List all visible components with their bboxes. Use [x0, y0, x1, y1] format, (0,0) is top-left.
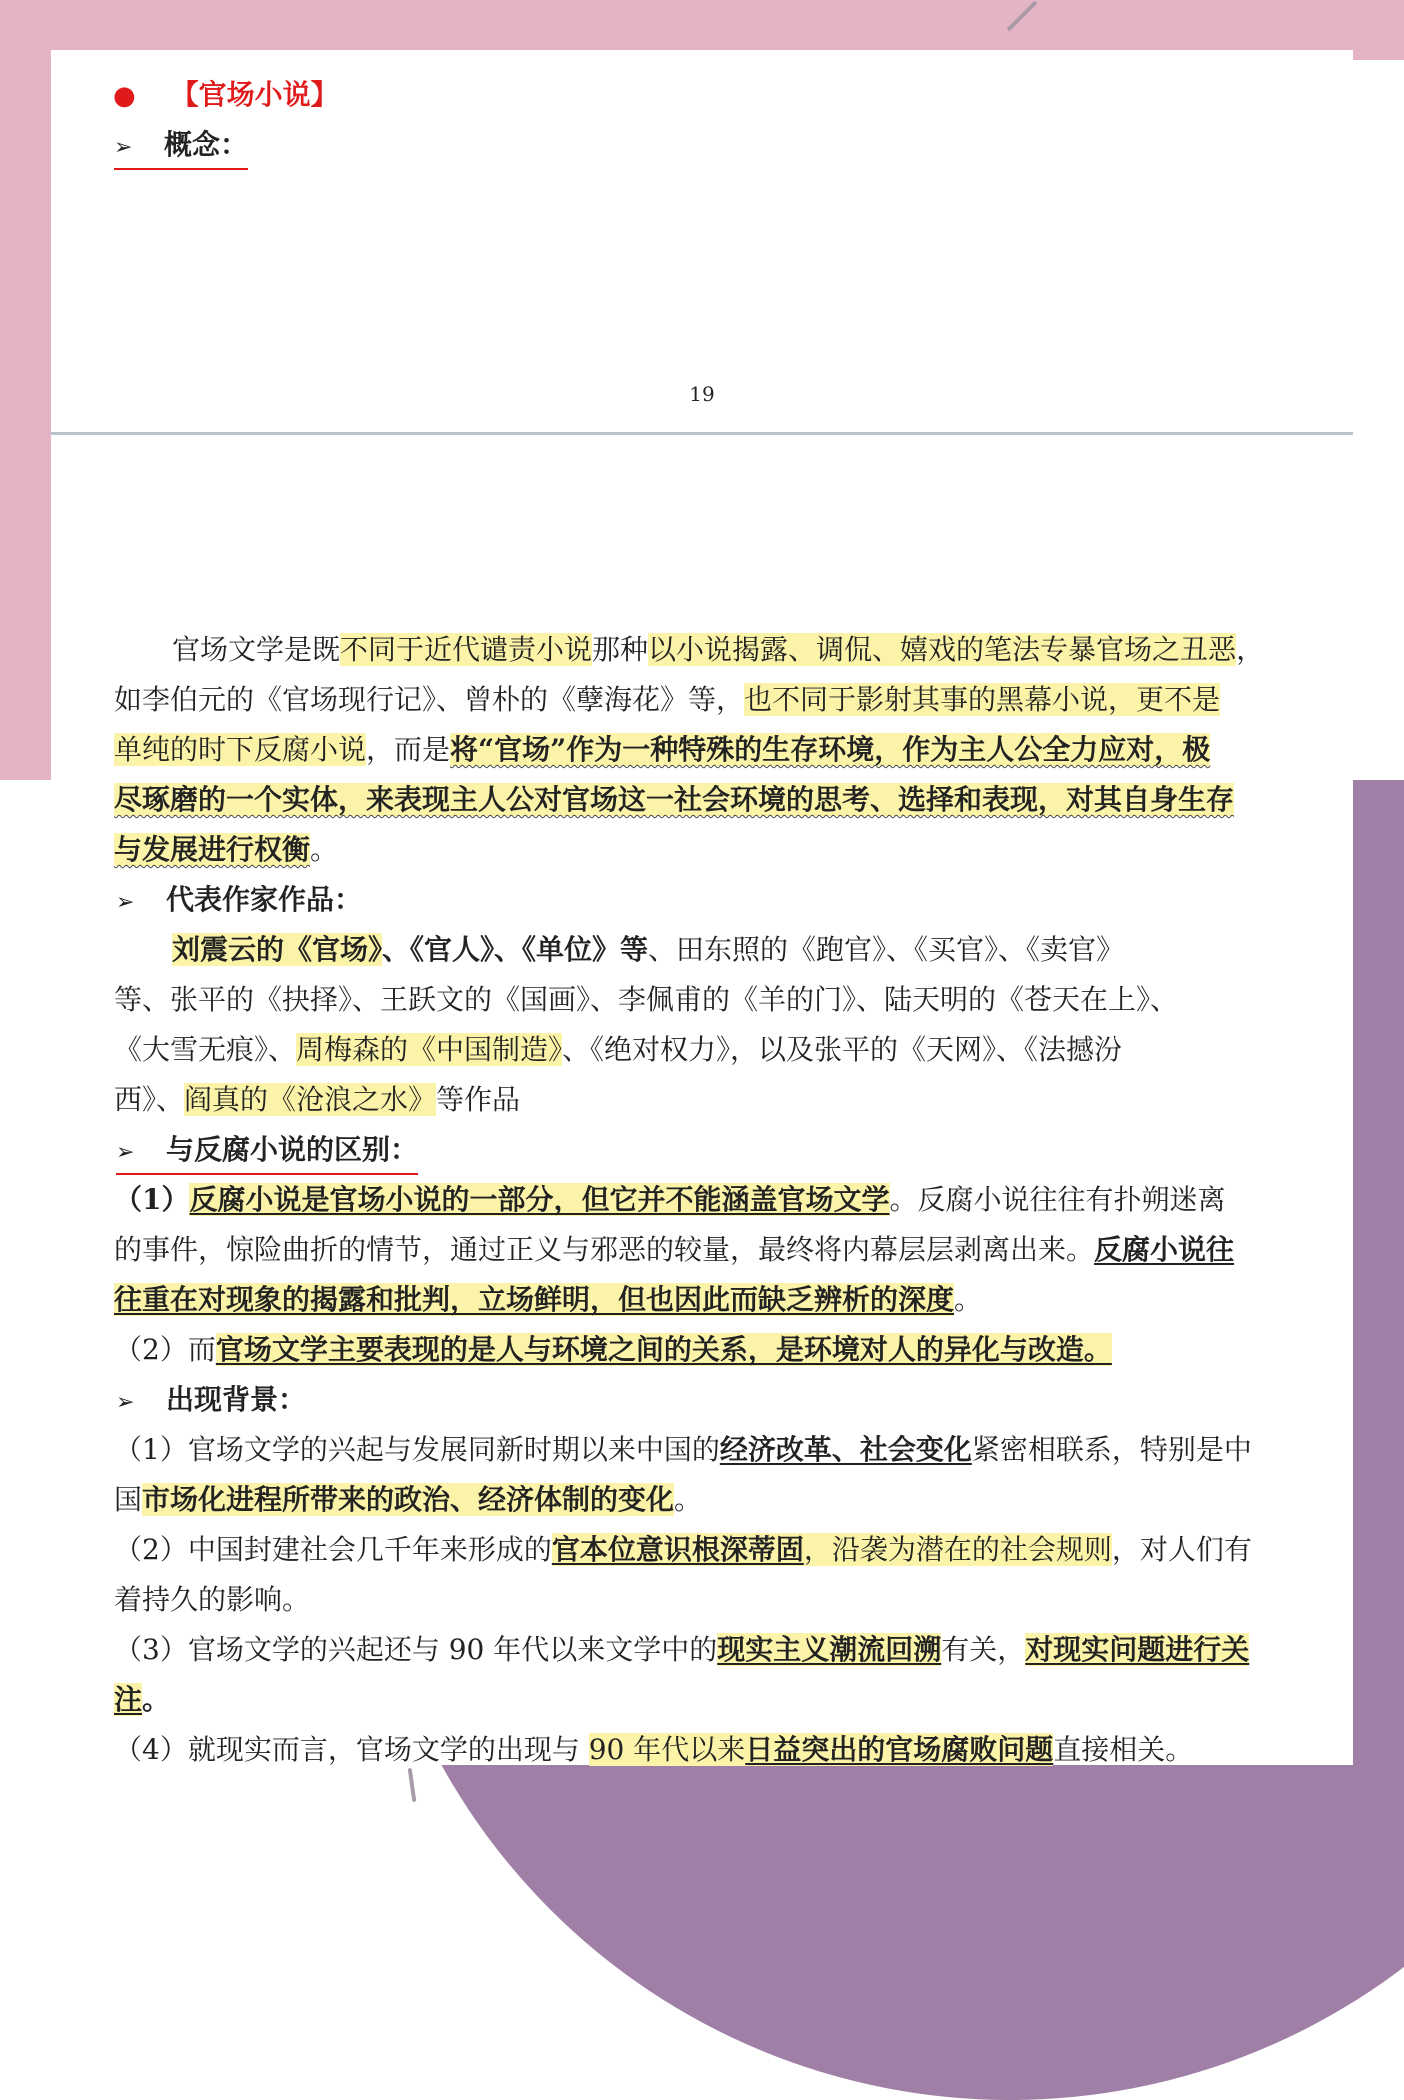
highlighted-text: 市场化进程所带来的政治、经济体制的变化: [142, 1483, 675, 1516]
decorative-stroke: [408, 1768, 417, 1802]
text-run: ，: [1236, 633, 1265, 666]
text-run: 国: [114, 1483, 143, 1516]
text-line: [114, 830, 338, 870]
arrow-icon: ➢: [116, 1390, 135, 1415]
text-run: 西》、: [114, 1083, 185, 1116]
highlighted-text: 日益突出的官场腐败问题: [745, 1733, 1054, 1766]
text-run: 、《绝对权力》，以及张平的《天网》、《法撼汾: [562, 1033, 1123, 1066]
page-number: 19: [689, 382, 715, 406]
text-run: ，对人们有: [1111, 1533, 1252, 1566]
bullet-icon: ●: [113, 81, 136, 111]
text-line: [114, 1330, 1112, 1370]
text-line: [114, 1580, 310, 1620]
text-run: （1）官场文学的兴起与发展同新时期以来中国的: [114, 1433, 720, 1466]
text-run: 官场文学是既: [172, 633, 341, 666]
text-run: 有关，: [941, 1633, 1026, 1666]
diff-heading: [116, 1130, 418, 1175]
text-line: [114, 1180, 1226, 1220]
highlighted-text: 以小说揭露、调侃、嬉戏的笔法专暴官场之丑恶: [648, 633, 1237, 666]
text-run: （1）: [114, 1183, 190, 1216]
highlighted-text: 对现实问题进行关: [1025, 1633, 1250, 1666]
section-title: 【官场小说】: [170, 78, 339, 111]
highlighted-text: 不同于近代谴责小说: [340, 633, 593, 666]
highlighted-text: 往重在对现象的揭露和批判，立场鲜明，但也因此而缺乏辨析的深度: [114, 1283, 955, 1316]
authors-label: 代表作家作品：: [166, 883, 363, 916]
underlined-text: 经济改革、社会变化: [719, 1433, 972, 1466]
text-line: [114, 1430, 1252, 1470]
text-line: [114, 730, 1210, 770]
text-line: [114, 1230, 1234, 1270]
concept-label: 概念：: [164, 128, 249, 161]
text-run: 。: [142, 1683, 171, 1716]
text-run: 、田东照的《跑官》、《买官》、《卖官》: [648, 933, 1125, 966]
underlined-text: 反腐小说往: [1094, 1233, 1235, 1266]
text-line: [114, 1530, 1252, 1570]
text-run: 直接相关。: [1053, 1733, 1194, 1766]
text-line: [114, 1680, 170, 1720]
text-line: [114, 1730, 1193, 1770]
text-run: （4）就现实而言，官场文学的出现与: [114, 1733, 589, 1766]
section-heading: [113, 75, 339, 116]
bold-text: 、《官人》、《单位》等: [382, 933, 649, 966]
pink-left-background: [0, 0, 55, 780]
highlighted-text: 阎真的《沧浪之水》: [184, 1083, 437, 1116]
highlighted-text: 尽琢磨的一个实体，来表现主人公对官场这一社会环境的思考、选择和表现，对其自身生存: [114, 783, 1235, 816]
text-line: [114, 680, 1220, 720]
text-run: 。: [674, 1483, 703, 1516]
background-label: 出现背景：: [166, 1383, 307, 1416]
text-line: [114, 1630, 1249, 1670]
text-run: （2）中国封建社会几千年来形成的: [114, 1533, 552, 1566]
highlighted-text: 反腐小说是官场小说的一部分，但它并不能涵盖官场文学: [189, 1183, 890, 1216]
text-line: [114, 1030, 1122, 1070]
authors-heading: [116, 880, 362, 923]
text-run: 紧密相联系，特别是中: [971, 1433, 1252, 1466]
concept-heading: [114, 125, 248, 170]
highlighted-text: 周梅森的《中国制造》: [296, 1033, 563, 1066]
text-run: 《大雪无痕》、: [114, 1033, 297, 1066]
text-run: 等、张平的《抉择》、王跃文的《国画》、李佩甫的《羊的门》、陆天明的《苍天在上》、: [114, 983, 1179, 1016]
text-line: [114, 1080, 520, 1120]
highlighted-text: ，沿袭为潜在的社会规则: [803, 1533, 1112, 1566]
page-top: [51, 50, 1353, 432]
text-run: 那种: [592, 633, 649, 666]
highlighted-text: 刘震云的《官场》: [172, 933, 383, 966]
highlighted-text: 单纯的时下反腐小说: [114, 733, 367, 766]
text-run: 的事件，惊险曲折的情节，通过正义与邪恶的较量，最终将内幕层层剥离出来。: [114, 1233, 1095, 1266]
diff-label: 与反腐小说的区别：: [166, 1133, 419, 1166]
text-line: [114, 1280, 982, 1320]
highlighted-text: 也不同于影射其事的黑幕小说，更不是: [744, 683, 1221, 716]
highlighted-text: 注: [114, 1683, 143, 1716]
background-heading: [116, 1380, 306, 1423]
text-line: [172, 930, 1124, 970]
arrow-icon: ➢: [116, 1140, 135, 1165]
arrow-icon: ➢: [116, 890, 135, 915]
text-line: [114, 780, 1234, 820]
text-run: （3）官场文学的兴起还与 90 年代以来文学中的: [114, 1633, 718, 1666]
text-line: [114, 1480, 702, 1520]
text-line: [114, 980, 1178, 1020]
highlighted-text: 90 年代以来: [588, 1733, 746, 1766]
text-run: 。: [310, 833, 339, 866]
text-run: （2）而: [114, 1333, 216, 1366]
text-run: ，而是: [366, 733, 451, 766]
arrow-icon: ➢: [114, 135, 133, 160]
text-run: 着持久的影响。: [114, 1583, 311, 1616]
highlighted-text: 将“官场”作为一种特殊的生存环境，作为主人公全力应对，极: [450, 733, 1211, 766]
text-line: [172, 630, 1264, 670]
highlighted-text: 现实主义潮流回溯: [717, 1633, 942, 1666]
highlighted-text: 官场文学主要表现的是人与环境之间的关系，是环境对人的异化与改造。: [215, 1333, 1112, 1366]
highlighted-text: 与发展进行权衡: [114, 833, 311, 866]
highlighted-text: 官本位意识根深蒂固: [551, 1533, 804, 1566]
text-run: 。: [954, 1283, 983, 1316]
text-run: 。反腐小说往往有扑朔迷离: [889, 1183, 1226, 1216]
text-run: 等作品: [436, 1083, 521, 1116]
text-run: 如李伯元的《官场现行记》、曾朴的《孽海花》等，: [114, 683, 745, 716]
